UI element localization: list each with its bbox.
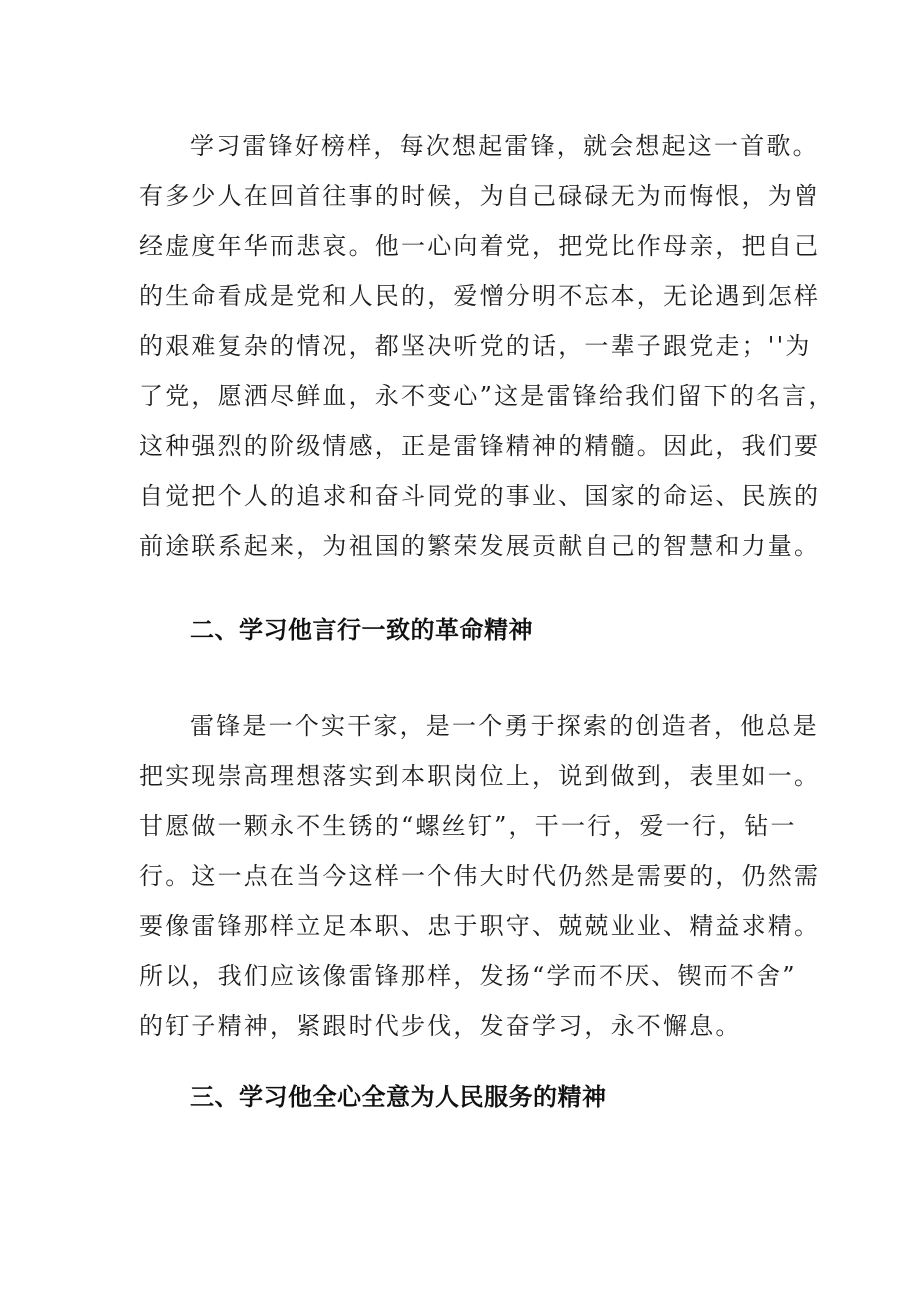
section-heading-3: 三、学习他全心全意为人民服务的精神 — [190, 1083, 607, 1111]
paragraph-2-line-3: 甘愿做一颗永不生锈的“螺丝钉”，干一行，爱一行，钻一 — [139, 812, 797, 840]
paragraph-2-line-1: 雷锋是一个实干家，是一个勇于探索的创造者，他总是 — [190, 712, 819, 740]
paragraph-1-line-6: 了党，愿洒尽鲜血，永不变心”这是雷锋给我们留下的名言， — [139, 382, 835, 410]
paragraph-2-line-5: 要像雷锋那样立足本职、忠于职守、兢兢业业、精益求精。 — [139, 912, 821, 940]
paragraph-1-line-3: 经虚度年华而悲哀。他一心向着党，把党比作母亲，把自己 — [139, 232, 821, 260]
paragraph-2-line-4: 行。这一点在当今这样一个伟大时代仍然是需要的，仍然需 — [139, 862, 821, 890]
paragraph-2-line-6: 所以，我们应该像雷锋那样，发扬“学而不厌、锲而不舍” — [139, 962, 797, 990]
paragraph-1-line-8: 自觉把个人的追求和奋斗同党的事业、国家的命运、民族的 — [139, 482, 821, 510]
paragraph-1-line-9: 前途联系起来，为祖国的繁荣发展贡献自己的智慧和力量。 — [139, 532, 821, 560]
paragraph-2-line-2: 把实现崇高理想落实到本职岗位上，说到做到，表里如一。 — [139, 762, 821, 790]
paragraph-1-line-1: 学习雷锋好榜样，每次想起雷锋，就会想起这一首歌。 — [190, 132, 819, 160]
section-heading-2: 二、学习他言行一致的革命精神 — [190, 616, 533, 644]
paragraph-1-line-2: 有多少人在回首往事的时候，为自己碌碌无为而悔恨，为曾 — [139, 182, 821, 210]
paragraph-2-line-7: 的钉子精神，紧跟时代步伐，发奋学习，永不懈息。 — [139, 1012, 742, 1040]
paragraph-1-line-4: 的生命看成是党和人民的，爱憎分明不忘本，无论遇到怎样 — [139, 282, 821, 310]
paragraph-1-line-5: 的艰难复杂的情况，都坚决听党的话，一辈子跟党走；''为 — [139, 332, 812, 360]
paragraph-1-line-7: 这种强烈的阶级情感，正是雷锋精神的精髓。因此，我们要 — [139, 432, 821, 460]
